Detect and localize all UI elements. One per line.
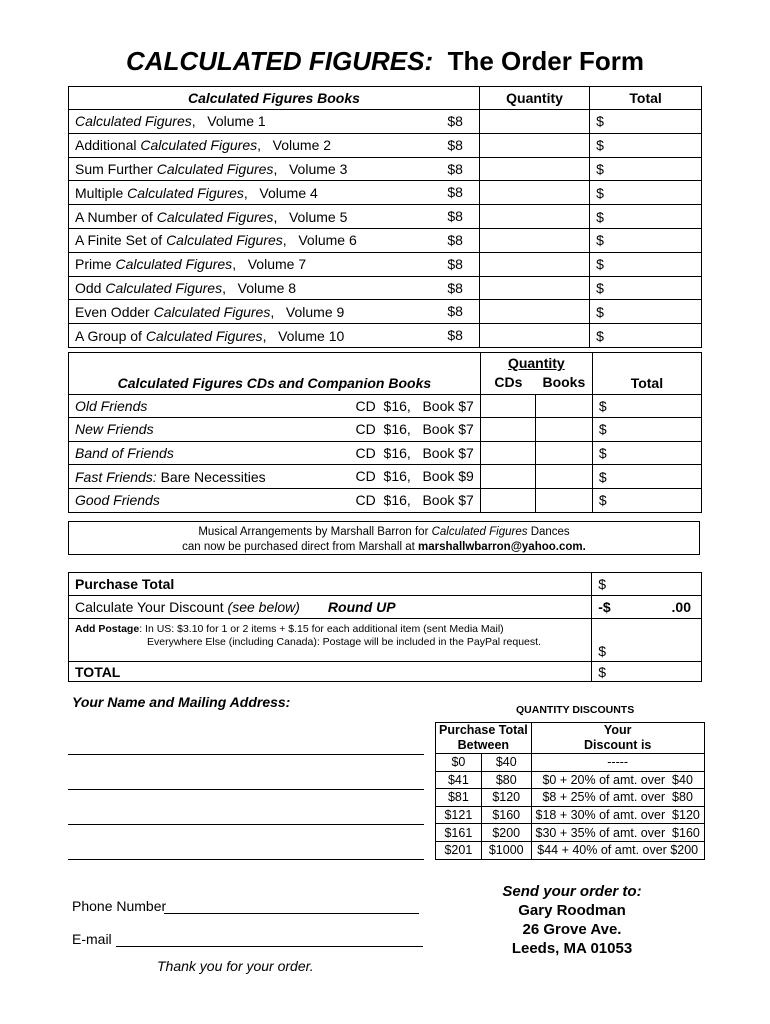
discount-formula: $44 + 40% of amt. over $200 — [531, 841, 704, 859]
book-title-post: , Volume 5 — [273, 208, 348, 225]
book-row — [69, 181, 702, 205]
cd-title — [69, 441, 481, 465]
send-city: Leeds, MA 01053 — [511, 940, 633, 957]
range-header-1: Purchase Total — [439, 723, 528, 737]
cd-row — [69, 441, 702, 465]
discount-formula: $8 + 25% of amt. over $80 — [531, 789, 704, 807]
cds-header-quantity: Quantity — [480, 353, 592, 372]
book-title-post: , Volume 7 — [232, 256, 307, 273]
cd-row — [69, 418, 702, 442]
discount-formula: $18 + 30% of amt. over $120 — [531, 806, 704, 824]
book-title-pre: Prime — [75, 256, 116, 273]
book-title-pre: Sum Further — [75, 160, 157, 177]
cds-header-total: Total — [592, 353, 701, 395]
thanks-text: Thank you for your order. — [157, 958, 314, 974]
book-price: $8 — [447, 160, 463, 177]
cd-total[interactable]: $ — [592, 441, 701, 465]
book-title-post: , Volume 2 — [257, 137, 332, 154]
book-title-pre: Even Odder — [75, 303, 154, 320]
phone-field[interactable] — [164, 913, 419, 914]
discount-high: $1000 — [481, 841, 531, 859]
postage-line1: : In US: $3.10 for 1 or 2 items + $.15 for each additional item (sent Media Mail) — [139, 623, 504, 635]
cd-quantity-cds[interactable] — [480, 441, 536, 465]
discount-high: $40 — [481, 754, 531, 772]
notice-line1-ital: Calculated Figures — [431, 526, 528, 538]
cd-price: CD $16, Book $7 — [355, 421, 474, 438]
book-title-ital: Calculated Figures — [105, 279, 223, 296]
discount-formula: $30 + 35% of amt. over $160 — [531, 824, 704, 842]
book-title-ital: Calculated Figures — [75, 113, 192, 130]
cd-total[interactable]: $ — [592, 488, 701, 512]
book-price: $8 — [447, 113, 463, 129]
book-price: $8 — [447, 208, 463, 225]
discount-row — [436, 824, 705, 842]
book-quantity[interactable] — [479, 324, 589, 348]
book-title-post: , Volume 6 — [282, 232, 357, 249]
cd-quantity-books[interactable] — [536, 394, 592, 418]
book-quantity[interactable] — [479, 157, 589, 181]
cd-quantity-books[interactable] — [536, 465, 592, 489]
book-total[interactable]: $ — [590, 276, 702, 300]
notice-line2-pre: can now be purchased direct from Marshall at — [182, 541, 419, 553]
cd-row — [69, 488, 702, 512]
cd-title-ital: Band of Friends — [75, 445, 174, 462]
book-title-ital: Calculated Figures — [127, 184, 244, 201]
discount-formula: $0 + 20% of amt. over $40 — [531, 771, 704, 789]
book-title-ital: Calculated Figures — [156, 160, 274, 177]
discount-high: $160 — [481, 806, 531, 824]
cd-title-ital: Fast Friends: — [75, 468, 157, 485]
book-total[interactable]: $ — [590, 157, 702, 181]
book-total[interactable]: $ — [590, 300, 702, 324]
book-title — [69, 110, 480, 134]
discount-note: (see below) — [227, 599, 300, 615]
book-row — [69, 228, 702, 252]
cd-price: CD $16, Book $7 — [355, 444, 474, 461]
address-line-4[interactable] — [68, 859, 424, 860]
discount-row — [436, 754, 705, 772]
address-line-2[interactable] — [68, 789, 424, 790]
book-title-ital: Calculated Figures — [166, 232, 283, 249]
discounts-title: QUANTITY DISCOUNTS — [516, 704, 635, 716]
cd-quantity-books[interactable] — [536, 488, 592, 512]
book-title — [69, 157, 480, 181]
purchase-total-value[interactable]: $ — [592, 573, 702, 596]
book-title-post: , Volume 4 — [243, 184, 318, 201]
book-title — [69, 133, 480, 157]
cd-title-plain: Bare Necessities — [156, 468, 266, 485]
book-title-pre: Multiple — [75, 184, 128, 201]
books-header-quantity: Quantity — [479, 87, 589, 110]
address-heading: Your Name and Mailing Address: — [72, 694, 291, 710]
discount-dollar: -$ — [598, 599, 611, 615]
book-price: $8 — [447, 231, 463, 248]
book-quantity[interactable] — [479, 252, 589, 276]
cd-total[interactable]: $ — [592, 465, 701, 489]
cds-header-books: Books — [536, 371, 592, 394]
title-rest: The Order Form — [447, 46, 645, 76]
postage-row — [69, 619, 592, 662]
book-title-post: , Volume 9 — [270, 303, 345, 320]
book-quantity[interactable] — [479, 110, 589, 134]
book-title — [69, 300, 480, 324]
arrangements-notice — [68, 521, 700, 555]
discount-high: $80 — [481, 771, 531, 789]
book-title — [69, 228, 480, 252]
cd-title — [69, 418, 481, 442]
book-total[interactable]: $ — [590, 205, 702, 229]
books-table — [68, 86, 702, 348]
cd-title-ital: Old Friends — [75, 397, 148, 414]
book-quantity[interactable] — [479, 300, 589, 324]
books-header-name: Calculated Figures Books — [69, 87, 480, 110]
discount-high: $200 — [481, 824, 531, 842]
discount-row — [436, 789, 705, 807]
notice-line1-post: Dances — [527, 526, 570, 538]
purchase-total-label: Purchase Total — [69, 573, 592, 596]
book-row — [69, 133, 702, 157]
discount-row — [436, 841, 705, 859]
discounts-header-discount — [531, 723, 704, 754]
book-price: $8 — [447, 279, 463, 296]
discount-low: $0 — [436, 754, 482, 772]
discount-value[interactable] — [592, 596, 702, 619]
disc-header-1: Your — [603, 723, 632, 737]
book-row — [69, 252, 702, 276]
disc-header-2: Discount is — [584, 738, 652, 752]
postage-value[interactable]: $ — [592, 619, 702, 662]
cds-header-name: Calculated Figures CDs and Companion Books — [69, 353, 481, 395]
book-title-post: , Volume 10 — [262, 327, 345, 344]
cd-row — [69, 465, 702, 489]
discount-formula: ----- — [531, 754, 704, 772]
book-total[interactable]: $ — [590, 228, 702, 252]
cd-quantity-cds[interactable] — [480, 488, 536, 512]
send-street: 26 Grove Ave. — [522, 921, 622, 938]
book-title — [69, 181, 480, 205]
cd-quantity-books[interactable] — [536, 418, 592, 442]
book-price: $8 — [447, 136, 463, 153]
discount-low: $161 — [436, 824, 482, 842]
phone-label: Phone Number — [72, 898, 167, 914]
book-row — [69, 205, 702, 229]
cd-row — [69, 394, 702, 418]
cd-total[interactable]: $ — [592, 418, 701, 442]
book-title — [69, 252, 480, 276]
cd-quantity-books[interactable] — [536, 441, 592, 465]
cd-quantity-cds[interactable] — [480, 465, 536, 489]
discount-row — [436, 771, 705, 789]
book-total[interactable]: $ — [590, 133, 702, 157]
book-title-ital: Calculated Figures — [153, 303, 271, 320]
book-price: $8 — [447, 327, 463, 344]
book-title-pre: A Number of — [75, 208, 157, 225]
total-label: TOTAL — [75, 663, 121, 680]
book-title-ital: Calculated Figures — [156, 208, 274, 225]
book-title — [69, 276, 480, 300]
book-row — [69, 110, 702, 134]
discount-cents: .00 — [671, 599, 691, 615]
discount-low: $41 — [436, 771, 482, 789]
send-name: Gary Roodman — [518, 902, 626, 919]
book-quantity[interactable] — [479, 205, 589, 229]
books-header-total: Total — [590, 87, 702, 110]
discount-label: Calculate Your Discount — [75, 599, 228, 615]
book-row — [69, 324, 702, 348]
page-title — [0, 46, 770, 77]
discount-low: $201 — [436, 841, 482, 859]
address-line-3[interactable] — [68, 824, 424, 825]
cd-title — [69, 394, 481, 418]
cd-title-ital: Good Friends — [75, 492, 160, 509]
discount-low: $81 — [436, 789, 482, 807]
summary-table — [68, 572, 702, 682]
email-label: E-mail — [72, 931, 112, 947]
discount-low: $121 — [436, 806, 482, 824]
discounts-header-range — [436, 723, 532, 754]
cds-header-cds: CDs — [480, 371, 536, 394]
book-row — [69, 276, 702, 300]
postage-line2: Everywhere Else (including Canada): Postage will be included in the PayPal request. — [147, 636, 541, 648]
book-title-pre: Additional — [75, 137, 141, 154]
discount-high: $120 — [481, 789, 531, 807]
book-total[interactable]: $ — [590, 324, 702, 348]
cd-quantity-cds[interactable] — [480, 418, 536, 442]
book-title-ital: Calculated Figures — [115, 256, 233, 273]
book-price: $8 — [447, 184, 463, 201]
book-title — [69, 205, 480, 229]
address-line-1[interactable] — [68, 754, 424, 755]
book-quantity[interactable] — [479, 276, 589, 300]
cd-price: CD $16, Book $9 — [355, 468, 474, 485]
book-title-pre: A Group of — [75, 327, 146, 344]
book-title-post: , Volume 1 — [191, 113, 266, 130]
round-up-label: Round UP — [327, 599, 396, 615]
book-title-post: , Volume 8 — [222, 279, 297, 296]
cd-title — [69, 465, 481, 489]
notice-email[interactable]: marshallwbarron@yahoo.com. — [418, 541, 586, 553]
cds-table — [68, 352, 702, 513]
cd-title-ital: New Friends — [75, 421, 154, 438]
discount-row-label — [69, 596, 592, 619]
cd-title — [69, 488, 481, 512]
range-header-2: Between — [457, 738, 510, 752]
discount-row — [436, 806, 705, 824]
postage-label: Add Postage — [75, 623, 140, 635]
total-value[interactable]: $ — [592, 662, 702, 682]
book-title — [69, 324, 480, 348]
book-total[interactable]: $ — [590, 110, 702, 134]
book-total[interactable]: $ — [590, 181, 702, 205]
send-heading: Send your order to: — [502, 883, 642, 900]
book-quantity[interactable] — [479, 133, 589, 157]
cd-total[interactable]: $ — [592, 394, 701, 418]
book-row — [69, 300, 702, 324]
book-title-pre: Odd — [75, 279, 106, 296]
cd-price: CD $16, Book $7 — [355, 397, 474, 414]
book-quantity[interactable] — [479, 181, 589, 205]
title-italic: CALCULATED FIGURES: — [125, 46, 434, 76]
book-title-ital: Calculated Figures — [145, 327, 263, 344]
cd-quantity-cds[interactable] — [480, 394, 536, 418]
book-title-ital: Calculated Figures — [140, 137, 258, 154]
book-price: $8 — [447, 255, 463, 272]
cd-price: CD $16, Book $7 — [355, 491, 474, 508]
notice-line1-pre: Musical Arrangements by Marshall Barron for — [198, 526, 432, 538]
discounts-table — [435, 722, 705, 860]
books-header-row — [69, 87, 702, 110]
book-row — [69, 157, 702, 181]
book-quantity[interactable] — [479, 228, 589, 252]
book-title-pre: A Finite Set of — [75, 232, 167, 249]
email-field[interactable] — [116, 946, 423, 947]
send-block — [470, 882, 674, 958]
book-title-post: , Volume 3 — [273, 160, 348, 177]
book-total[interactable]: $ — [590, 252, 702, 276]
book-price: $8 — [447, 303, 463, 320]
cds-header-row — [69, 353, 702, 372]
